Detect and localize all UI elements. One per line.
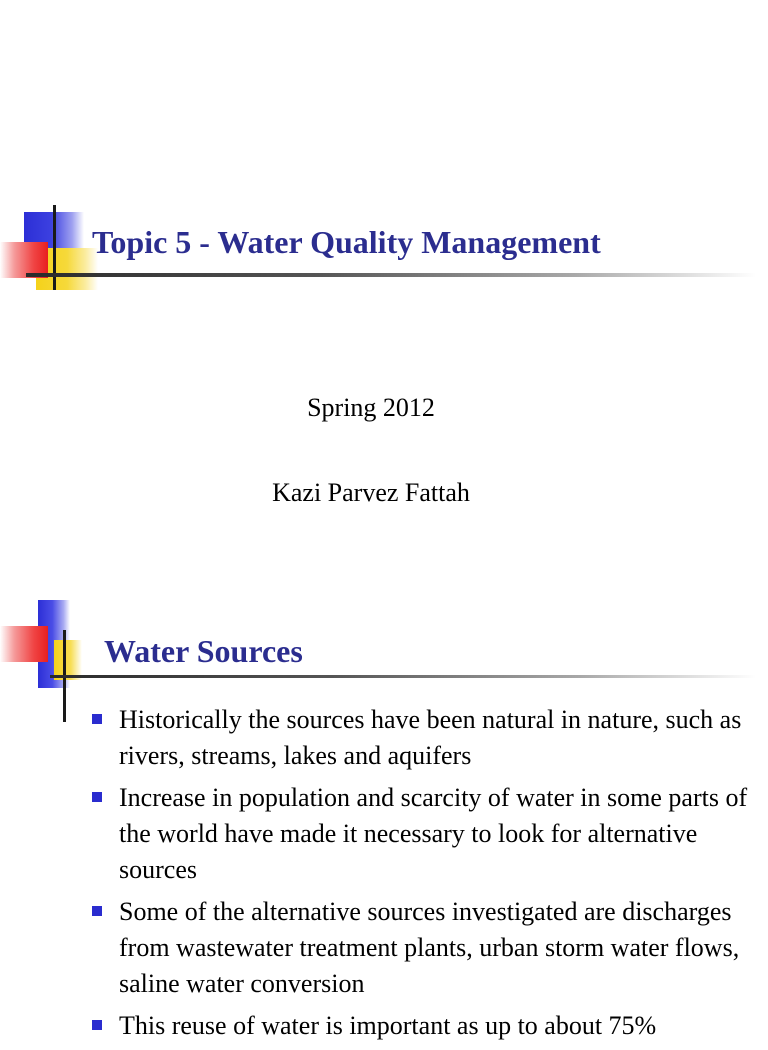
decor-yellow-block xyxy=(54,640,82,680)
bullet-item xyxy=(92,702,752,774)
slide-2 xyxy=(0,580,768,1040)
bullet-text: Increase in population and scarcity of water in some parts of the world have made it necessary to look for alternative sources xyxy=(119,783,748,884)
bullet-text: Historically the sources have been natural in nature, such as rivers, streams, lakes and aquifers xyxy=(119,705,742,770)
slide-title: Water Sources xyxy=(104,633,303,669)
square-bullet-icon xyxy=(92,792,102,802)
square-bullet-icon xyxy=(92,1020,102,1030)
decor-red-block xyxy=(0,626,48,662)
semester-text: Spring 2012 xyxy=(307,393,435,422)
decor-vertical-line xyxy=(53,205,56,290)
bullet-text: Some of the alternative sources investigated are discharges from wastewater treatment plants, urban storm water flows, saline water conversion xyxy=(119,897,740,998)
slide-title: Topic 5 - Water Quality Management xyxy=(92,224,601,260)
author-name: Kazi Parvez Fattah xyxy=(272,478,470,507)
square-bullet-icon xyxy=(92,714,102,724)
title-underline xyxy=(50,675,756,678)
bullet-item xyxy=(92,894,752,1002)
bullet-text: This reuse of water is important as up to about 75% xyxy=(119,1011,657,1040)
bullet-item xyxy=(92,1008,752,1044)
title-underline xyxy=(26,273,756,277)
square-bullet-icon xyxy=(92,906,102,916)
bullet-item xyxy=(92,780,752,888)
bullet-list xyxy=(92,702,752,1050)
